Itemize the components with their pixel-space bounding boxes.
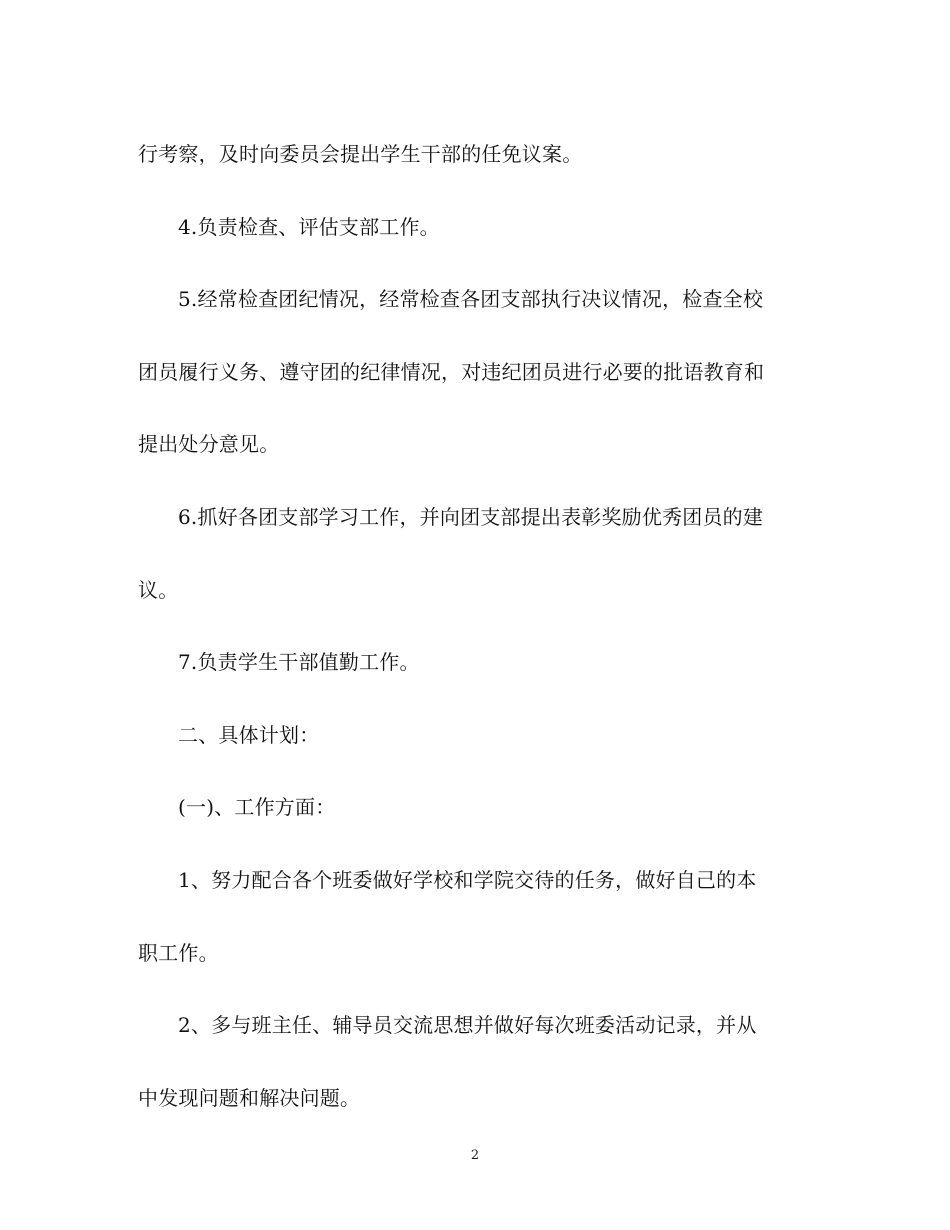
page-number: 2 bbox=[470, 1148, 480, 1163]
text-line: 6.抓好各团支部学习工作，并向团支部提出表彰奖励优秀团员的建 bbox=[178, 504, 764, 529]
text-line: 职工作。 bbox=[138, 940, 219, 965]
text-line: 7.负责学生干部值勤工作。 bbox=[178, 650, 420, 675]
text-line: 中发现问题和解决问题。 bbox=[138, 1085, 361, 1110]
document-body bbox=[138, 118, 814, 1134]
text-line: 行考察，及时向委员会提出学生干部的任免议案。 bbox=[138, 142, 583, 166]
subsection-heading: (一)、工作方面： bbox=[178, 795, 336, 820]
text-line: 2、多与班主任、辅导员交流思想并做好每次班委活动记录，并从 bbox=[178, 1013, 757, 1038]
text-line: 5.经常检查团纪情况，经常检查各团支部执行决议情况，检查全校 bbox=[178, 287, 764, 312]
text-line: 提出处分意见。 bbox=[138, 432, 280, 457]
text-line: 团员履行义务、遵守团的纪律情况，对违纪团员进行必要的批语教育和 bbox=[138, 359, 765, 384]
text-line: 议。 bbox=[138, 577, 179, 602]
text-line: 1、努力配合各个班委做好学校和学院交待的任务，做好自己的本 bbox=[178, 867, 757, 892]
text-line: 4.负责检查、评估支部工作。 bbox=[178, 214, 440, 239]
section-heading: 二、具体计划： bbox=[178, 722, 320, 747]
